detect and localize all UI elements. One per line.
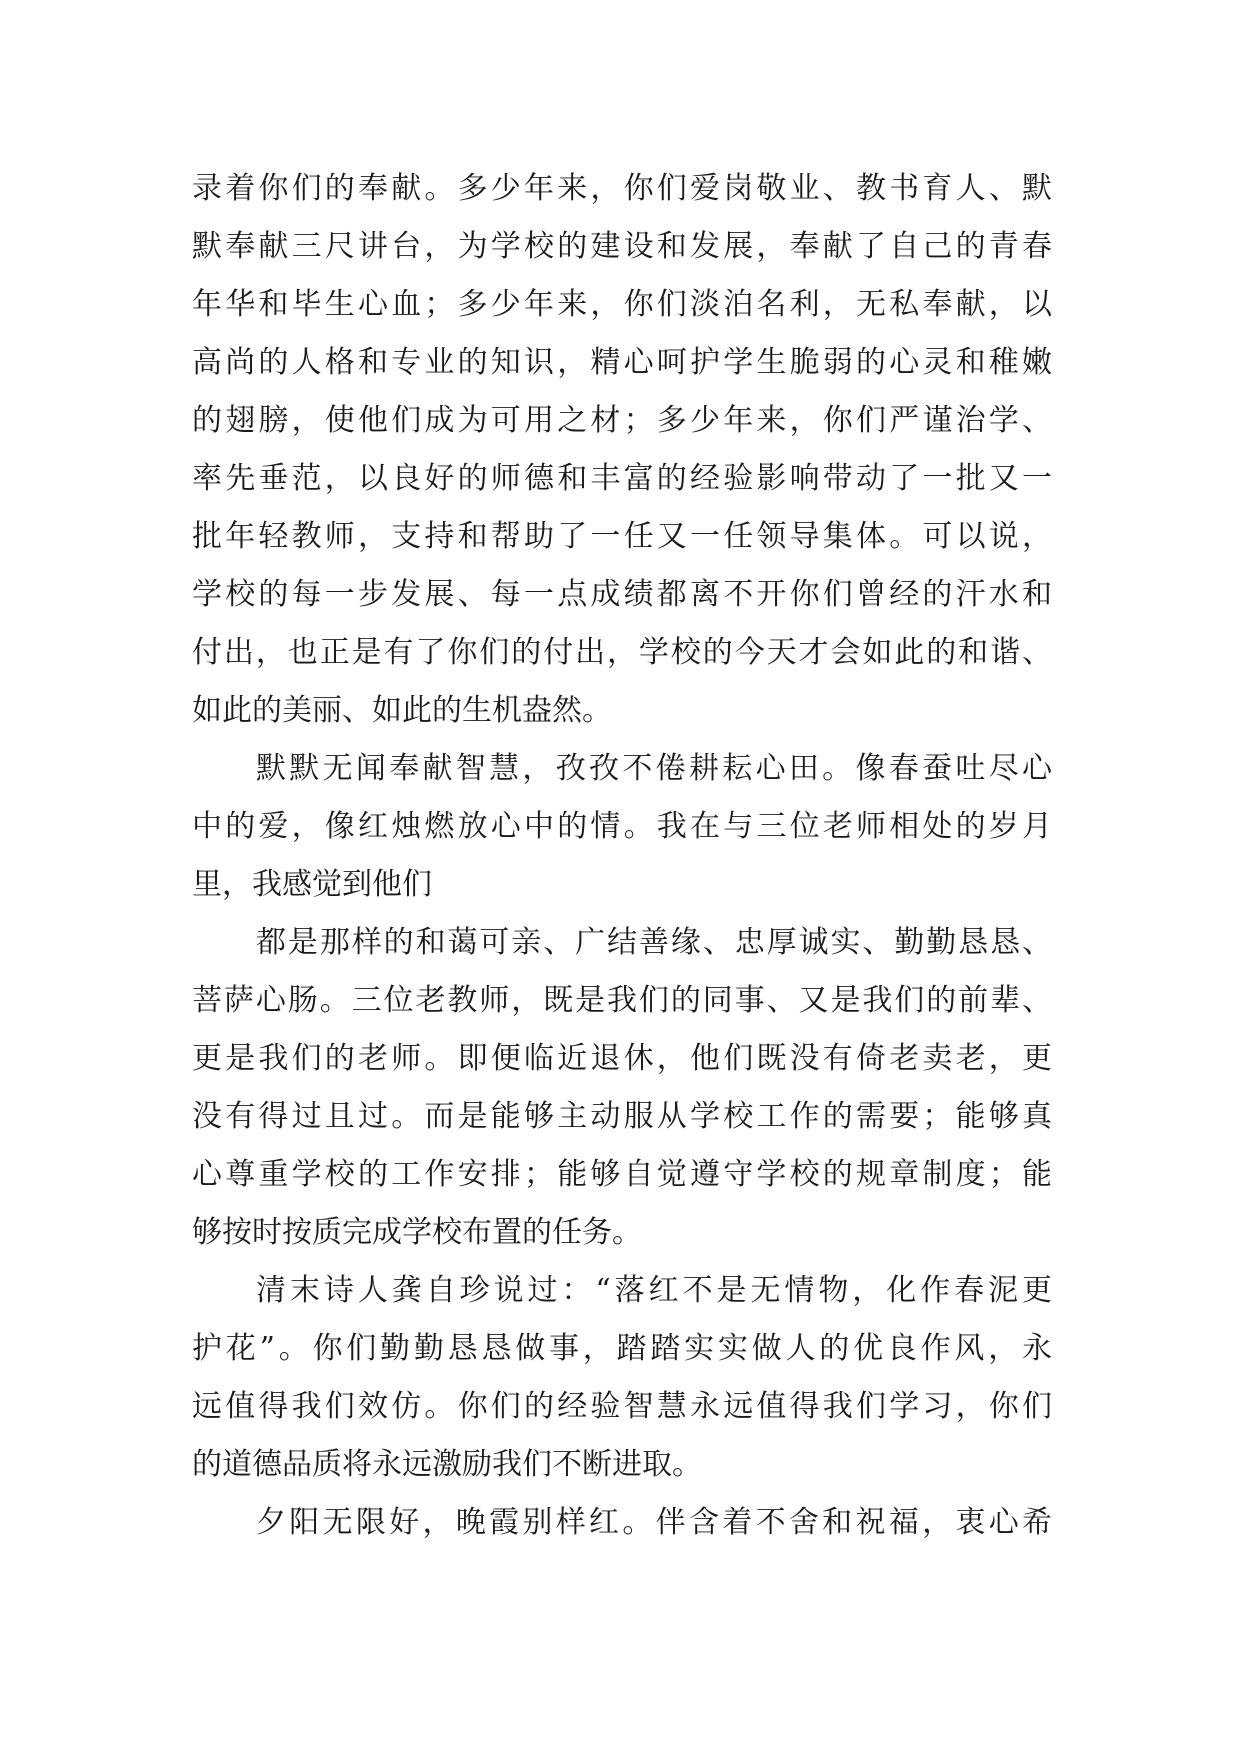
text-line: 高尚的人格和专业的知识，精心呵护学生脆弱的心灵和稚嫩 [192, 345, 1052, 380]
text-line: 夕阳无限好，晚霞别样红。伴含着不舍和祝福，衷心希 [256, 1505, 1052, 1540]
text-line: 远值得我们效仿。你们的经验智慧永远值得我们学习，你们 [192, 1389, 1052, 1424]
text-line: 都是那样的和蔼可亲、广结善缘、忠厚诚实、勤勤恳恳、 [256, 925, 1052, 960]
text-line: 率先垂范，以良好的师德和丰富的经验影响带动了一批又一 [192, 461, 1052, 496]
paragraph-5 [192, 1494, 1052, 1552]
text-line: 中的爱，像红烛燃放心中的情。我在与三位老师相处的岁月 [192, 809, 1052, 844]
text-line: 够按时按质完成学校布置的任务。 [192, 1215, 642, 1250]
text-line: 菩萨心肠。三位老教师，既是我们的同事、又是我们的前辈、 [192, 983, 1052, 1018]
paragraph-3 [192, 914, 1052, 1262]
paragraph-1 [192, 160, 1052, 740]
text-line: 心尊重学校的工作安排；能够自觉遵守学校的规章制度；能 [192, 1157, 1052, 1192]
text-line: 默奉献三尺讲台，为学校的建设和发展，奉献了自己的青春 [192, 229, 1052, 264]
text-line: 如此的美丽、如此的生机盎然。 [192, 693, 612, 728]
text-line: 年华和毕生心血；多少年来，你们淡泊名利，无私奉献，以 [192, 287, 1052, 322]
text-line: 录着你们的奉献。多少年来，你们爱岗敬业、教书育人、默 [192, 171, 1052, 206]
paragraph-2 [192, 740, 1052, 914]
text-line: 清末诗人龚自珍说过：“落红不是无情物，化作春泥更 [256, 1273, 1052, 1308]
text-line: 更是我们的老师。即便临近退休，他们既没有倚老卖老，更 [192, 1041, 1052, 1076]
text-line: 护花”。你们勤勤恳恳做事，踏踏实实做人的优良作风，永 [192, 1331, 1052, 1366]
text-line: 默默无闻奉献智慧，孜孜不倦耕耘心田。像春蚕吐尽心 [256, 751, 1052, 786]
document-body [192, 160, 1052, 1552]
text-line: 的道德品质将永远激励我们不断进取。 [192, 1447, 702, 1482]
text-line: 的翅膀，使他们成为可用之材；多少年来，你们严谨治学、 [192, 403, 1052, 438]
text-line: 没有得过且过。而是能够主动服从学校工作的需要；能够真 [192, 1099, 1052, 1134]
paragraph-4 [192, 1262, 1052, 1494]
text-line: 付出，也正是有了你们的付出，学校的今天才会如此的和谐、 [192, 635, 1052, 670]
text-line: 批年轻教师，支持和帮助了一任又一任领导集体。可以说， [192, 519, 1052, 554]
text-line: 里，我感觉到他们 [192, 867, 432, 902]
text-line: 学校的每一步发展、每一点成绩都离不开你们曾经的汗水和 [192, 577, 1052, 612]
